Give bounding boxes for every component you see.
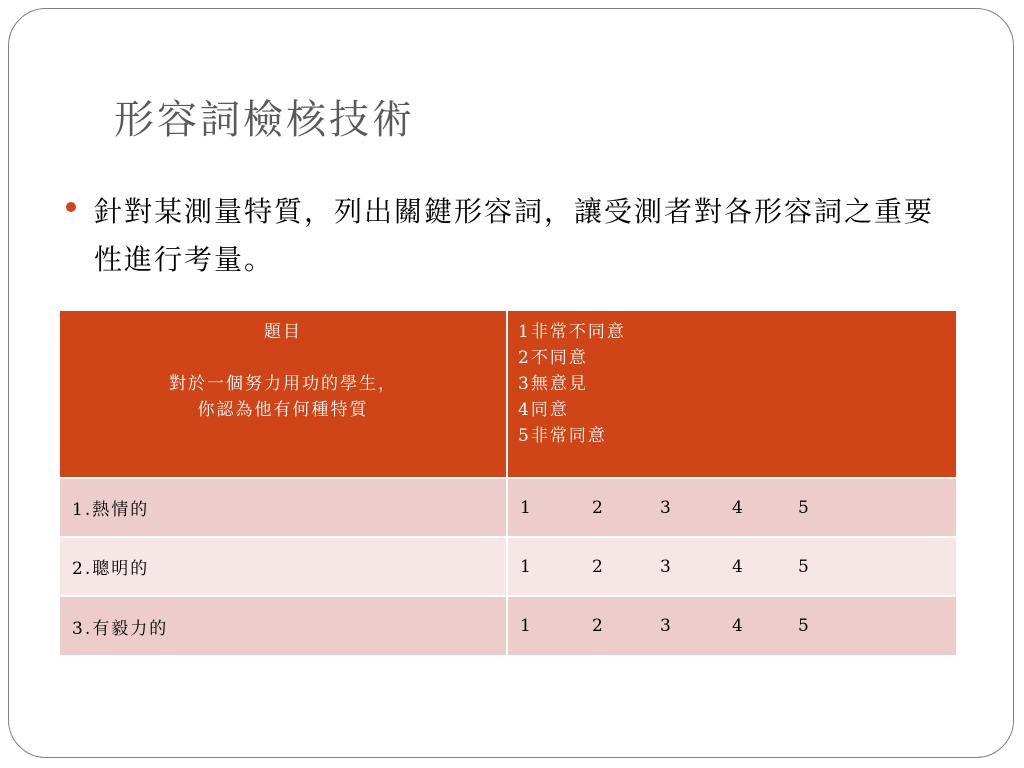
table-header-row (60, 311, 956, 478)
rating-table (60, 311, 956, 655)
scale-value: 4 (732, 616, 745, 636)
scale-header-cell (507, 311, 956, 478)
scale-value: 4 (732, 556, 745, 577)
scale-value: 1 (520, 556, 533, 577)
bullet-dot-icon (66, 202, 76, 212)
scale-cell (507, 537, 956, 596)
scale-option: 5非常同意 (518, 426, 607, 446)
scale-value: 3 (660, 497, 673, 518)
scale-value: 5 (798, 616, 811, 636)
table-row (60, 596, 956, 655)
bullet-text: 針對某測量特質，列出關鍵形容詞，讓受測者對各形容詞之重要性進行考量。 (94, 195, 935, 276)
scale-value: 1 (520, 497, 533, 518)
table-row (60, 537, 956, 596)
item-cell: 1.熱情的 (60, 478, 507, 537)
scale-cell (507, 478, 956, 537)
scale-value: 2 (592, 497, 605, 518)
scale-value: 2 (592, 556, 605, 577)
scale-value: 4 (732, 497, 745, 518)
scale-option: 3無意見 (518, 374, 588, 394)
bullet-point (66, 188, 946, 284)
slide-title: 形容詞檢核技術 (114, 97, 415, 143)
item-cell: 3.有毅力的 (60, 596, 507, 655)
scale-value: 1 (520, 616, 533, 636)
question-line: 對於一個努力用功的學生， (169, 374, 397, 394)
scale-option: 1非常不同意 (518, 322, 626, 342)
scale-value: 3 (660, 616, 673, 636)
question-header-cell (60, 311, 507, 478)
scale-cell (507, 596, 956, 655)
question-line: 你認為他有何種特質 (197, 400, 369, 420)
scale-value: 3 (660, 556, 673, 577)
scale-option: 4同意 (518, 400, 569, 420)
question-label: 題目 (264, 322, 302, 342)
table-row (60, 478, 956, 537)
item-cell: 2.聰明的 (60, 537, 507, 596)
scale-value: 2 (592, 616, 605, 636)
scale-option: 2不同意 (518, 348, 588, 368)
scale-value: 5 (798, 556, 811, 577)
scale-value: 5 (798, 497, 811, 518)
